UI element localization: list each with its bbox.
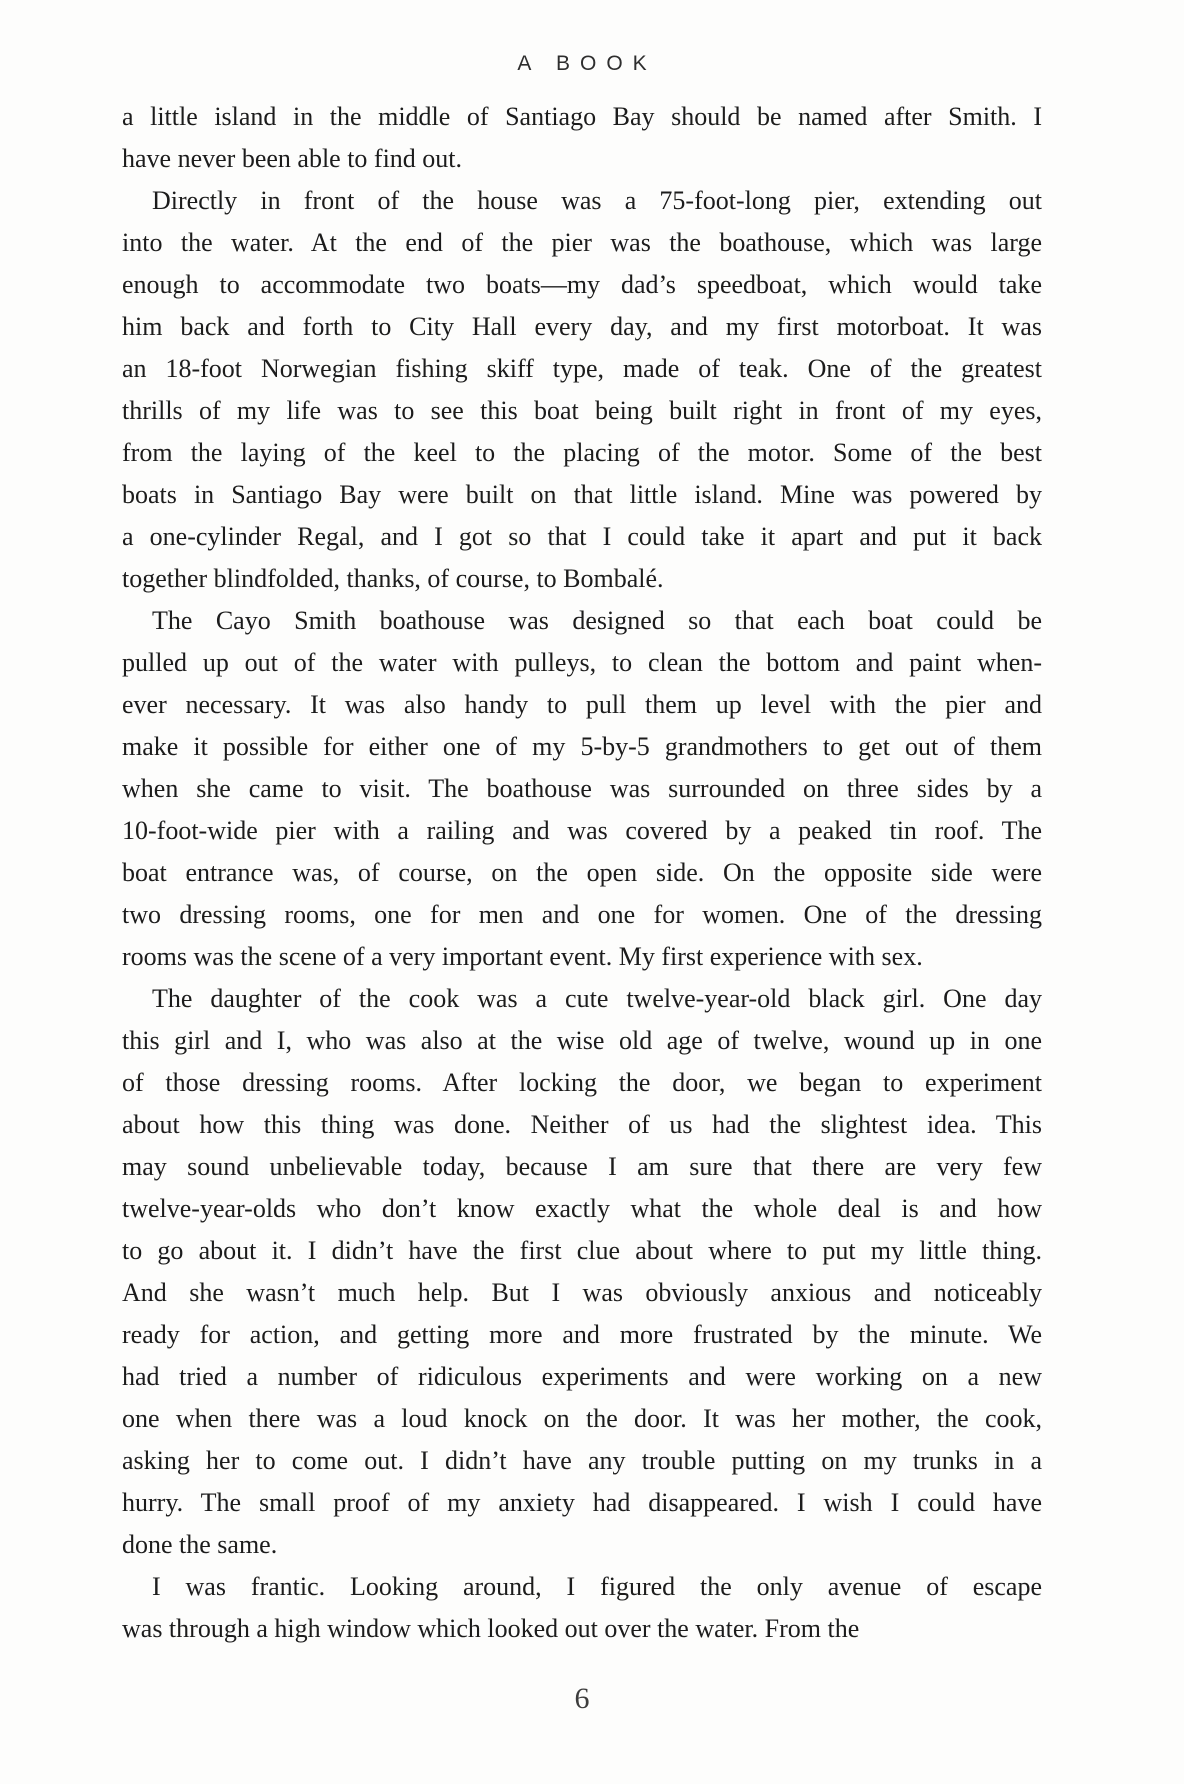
- text-line: to go about it. I didn’t have the first clue about where to put my little thing.: [122, 1236, 1042, 1265]
- text-line: this girl and I, who was also at the wise old age of twelve, wound up in one: [122, 1026, 1042, 1055]
- text-line: about how this thing was done. Neither of us had the slightest idea. This: [122, 1110, 1042, 1139]
- text-line: when she came to visit. The boathouse was surrounded on three sides by a: [122, 774, 1042, 803]
- text-line: enough to accommodate two boats—my dad’s speedboat, which would take: [122, 270, 1042, 299]
- page-number: 6: [574, 1682, 590, 1715]
- text-line: have never been able to find out.: [122, 144, 463, 173]
- text-line: had tried a number of ridiculous experiments and were working on a new: [122, 1362, 1042, 1391]
- text-line: into the water. At the end of the pier was the boathouse, which was large: [122, 228, 1042, 257]
- text-line: rooms was the scene of a very important event. My first experience with sex.: [122, 942, 923, 971]
- text-line: I was frantic. Looking around, I figured the only avenue of escape: [152, 1572, 1042, 1601]
- text-line: done the same.: [122, 1530, 278, 1559]
- text-line: of those dressing rooms. After locking the door, we began to experiment: [122, 1068, 1042, 1097]
- text-line: together blindfolded, thanks, of course, to Bombalé.: [122, 564, 664, 593]
- text-line: The daughter of the cook was a cute twelve-year-old black girl. One day: [152, 984, 1042, 1013]
- text-line: an 18-foot Norwegian fishing skiff type, made of teak. One of the greatest: [122, 354, 1042, 383]
- text-line: may sound unbelievable today, because I am sure that there are very few: [122, 1152, 1042, 1181]
- text-line: boat entrance was, of course, on the open side. On the opposite side were: [122, 858, 1042, 887]
- text-line: two dressing rooms, one for men and one for women. One of the dressing: [122, 900, 1042, 929]
- text-line: Directly in front of the house was a 75-foot-long pier, extending out: [152, 186, 1042, 215]
- text-line: make it possible for either one of my 5-by-5 grandmothers to get out of them: [122, 732, 1042, 761]
- text-line: him back and forth to City Hall every day, and my first motorboat. It was: [122, 312, 1042, 341]
- running-header: A BOOK: [517, 52, 657, 75]
- text-line: ever necessary. It was also handy to pull them up level with the pier and: [122, 690, 1042, 719]
- text-line: a one-cylinder Regal, and I got so that I could take it apart and put it back: [122, 522, 1042, 551]
- text-line: was through a high window which looked out over the water. From the: [122, 1614, 860, 1643]
- text-line: boats in Santiago Bay were built on that little island. Mine was powered by: [122, 480, 1042, 509]
- text-line: twelve-year-olds who don’t know exactly what the whole deal is and how: [122, 1194, 1042, 1223]
- page-body: [122, 96, 1042, 1650]
- text-line: ready for action, and getting more and more frustrated by the minute. We: [122, 1320, 1042, 1349]
- text-line: one when there was a loud knock on the door. It was her mother, the cook,: [122, 1404, 1042, 1433]
- text-line: 10-foot-wide pier with a railing and was covered by a peaked tin roof. The: [122, 816, 1042, 845]
- text-line: pulled up out of the water with pulleys, to clean the bottom and paint when-: [122, 648, 1042, 677]
- text-line: from the laying of the keel to the placing of the motor. Some of the best: [122, 438, 1042, 467]
- text-line: hurry. The small proof of my anxiety had disappeared. I wish I could have: [122, 1488, 1042, 1517]
- text-line: asking her to come out. I didn’t have any trouble putting on my trunks in a: [122, 1446, 1042, 1475]
- text-line: And she wasn’t much help. But I was obviously anxious and noticeably: [122, 1278, 1042, 1307]
- text-line: thrills of my life was to see this boat being built right in front of my eyes,: [122, 396, 1042, 425]
- text-line: The Cayo Smith boathouse was designed so that each boat could be: [152, 606, 1042, 635]
- text-line: a little island in the middle of Santiago Bay should be named after Smith. I: [122, 102, 1042, 131]
